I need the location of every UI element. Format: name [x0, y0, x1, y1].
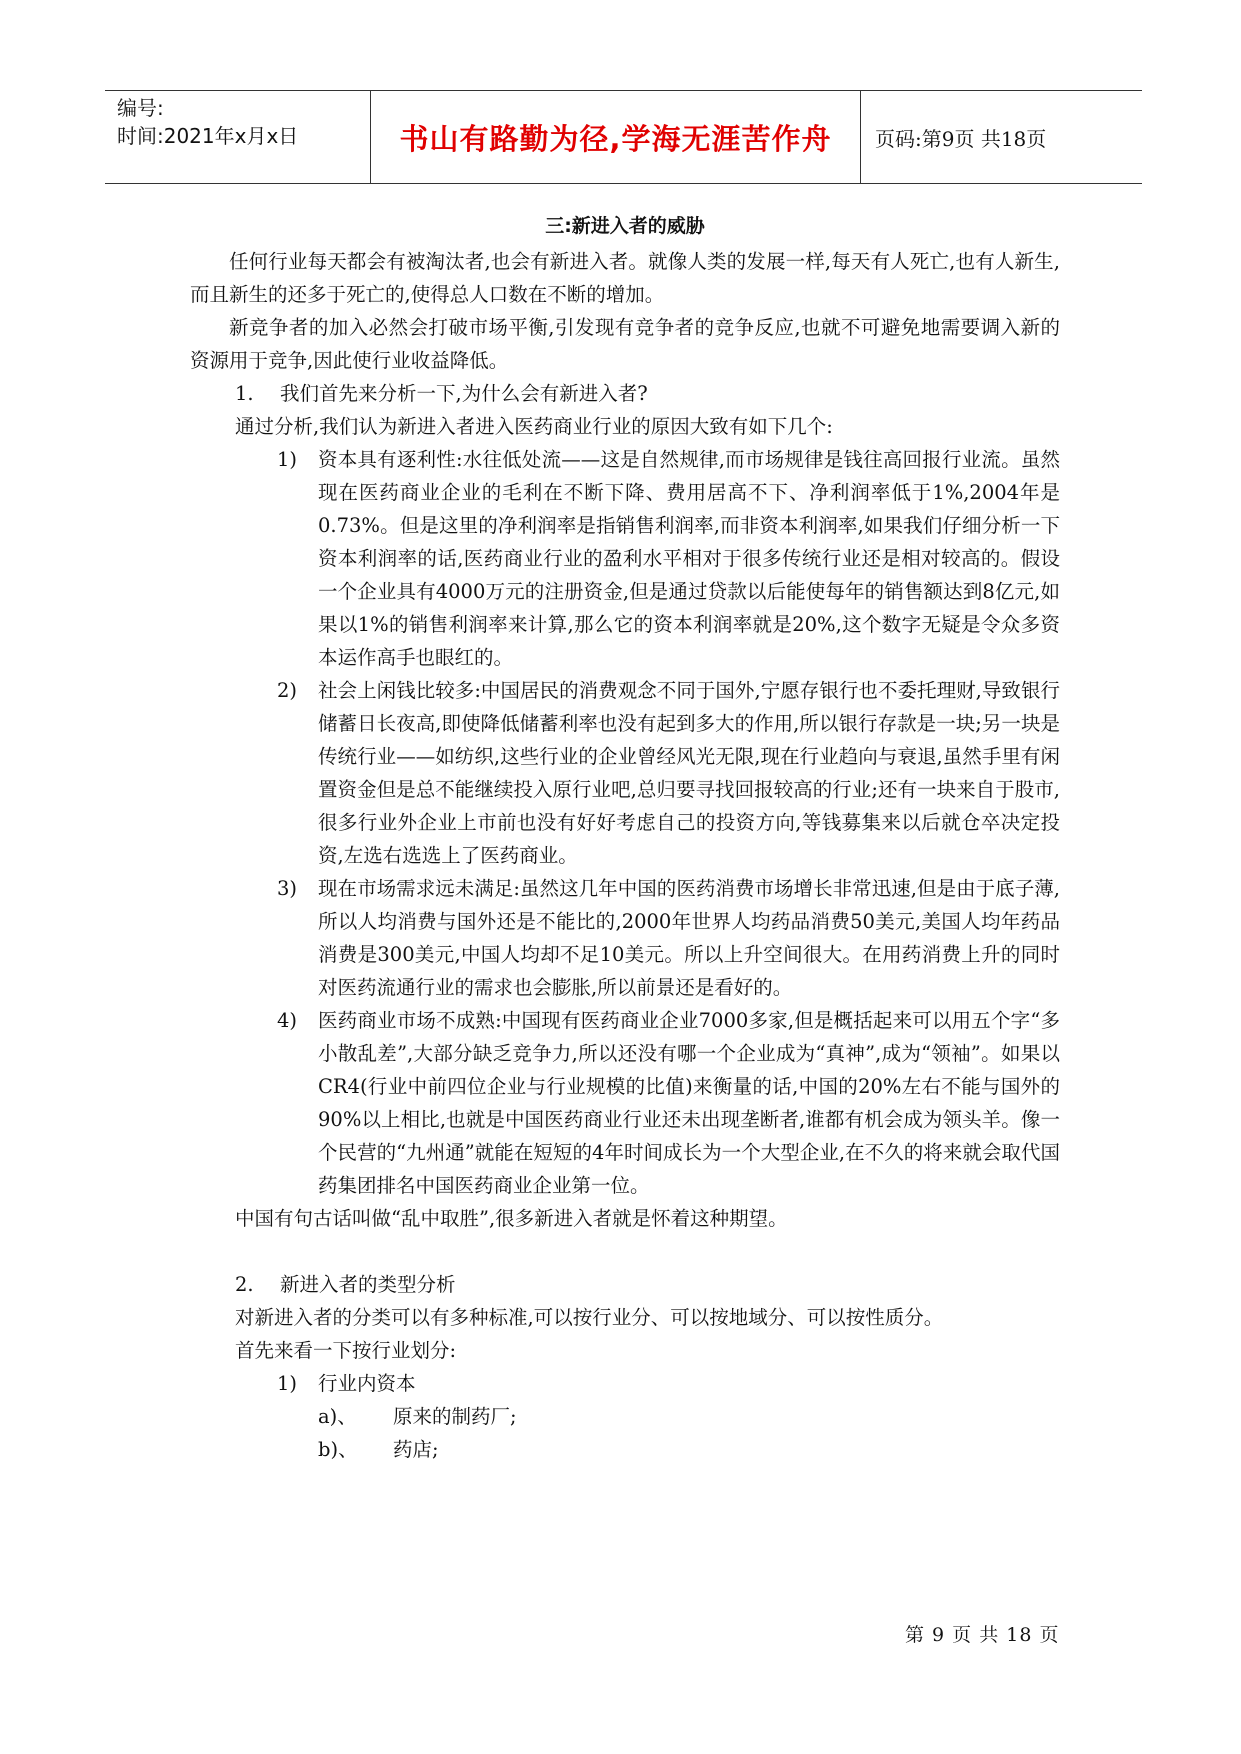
list-item	[190, 1004, 1060, 1202]
list-item-number: 1)	[277, 448, 298, 471]
list-item-number: 2)	[277, 679, 298, 702]
time-label: 时间:2021年x月x日	[117, 124, 299, 148]
paragraph: 首先来看一下按行业划分:	[235, 1339, 457, 1362]
list-item-text: 现在市场需求远未满足:虽然这几年中国的医药消费市场增长非常迅速,但是由于底子薄,所以人均消费与国外还是不能比的,2000年世界人均药品消费50美元,美国人均年药品消费是300美元,中国人均却不足10美元。所以上升空间很大。在用药消费上升的同时对医药流通行业的需求也会膨胀,所以前景还是看好的。	[318, 877, 1060, 999]
page-header	[105, 90, 1142, 184]
section-title: 三:新进入者的威胁	[545, 215, 705, 237]
paragraph: 新竞争者的加入必然会打破市场平衡,引发现有竞争者的竞争反应,也就不可避免地需要调入新的资源用于竞争,因此使行业收益降低。	[190, 316, 1060, 372]
sub-item-number: a)、	[318, 1405, 357, 1428]
sub-item-number: b)、	[318, 1438, 358, 1461]
list-item-number: 1)	[277, 1372, 298, 1395]
list-item-number: 3)	[277, 877, 298, 900]
paragraph: 通过分析,我们认为新进入者进入医药商业行业的原因大致有如下几个:	[235, 415, 833, 438]
paragraph: 对新进入者的分类可以有多种标准,可以按行业分、可以按地域分、可以按性质分。	[235, 1306, 944, 1329]
list-item-number: 4)	[277, 1009, 298, 1032]
list-item-text: 社会上闲钱比较多:中国居民的消费观念不同于国外,宁愿存银行也不委托理财,导致银行储蓄日长夜高,即使降低储蓄利率也没有起到多大的作用,所以银行存款是一块;另一块是传统行业——如纺织,这些行业的企业曾经风光无限,现在行业趋向与衰退,虽然手里有闲置资金但是总不能继续投入原行业吧,总归要寻找回报较高的行业;还有一块来自于股市,很多行业外企业上市前也没有好好考虑自己的投资方向,等钱募集来以后就仓卒决定投资,左选右选选上了医药商业。	[318, 679, 1060, 867]
list-item-text: 医药商业市场不成熟:中国现有医药商业企业7000多家,但是概括起来可以用五个字“多小散乱差”,大部分缺乏竞争力,所以还没有哪一个企业成为“真神”,成为“领袖”。如果以CR4(行业中前四位企业与行业规模的比值)来衡量的话,中国的20%左右不能与国外的90%以上相比,也就是中国医药商业行业还未出现垄断者,谁都有机会成为领头羊。像一个民营的“九州通”就能在短短的4年时间成长为一个大型企业,在不久的将来就会取代国药集团排名中国医药商业企业第一位。	[318, 1009, 1060, 1197]
question-text: 我们首先来分析一下,为什么会有新进入者?	[280, 382, 648, 405]
list-item-text: 资本具有逐利性:水往低处流——这是自然规律,而市场规律是钱往高回报行业流。虽然现在医药商业企业的毛利在不断下降、费用居高不下、净利润率低于1%,2004年是0.73%。但是这里的净利润率是指销售利润率,而非资本利润率,如果我们仔细分析一下资本利润率的话,医药商业行业的盈利水平相对于很多传统行业还是相对较高的。假设一个企业具有4000万元的注册资金,但是通过贷款以后能使每年的销售额达到8亿元,如果以1%的销售利润率来计算,那么它的资本利润率就是20%,这个数字无疑是令众多资本运作高手也眼红的。	[318, 448, 1060, 669]
question-text: 新进入者的类型分析	[280, 1273, 456, 1296]
list-item-text: 行业内资本	[318, 1372, 416, 1395]
paragraph: 任何行业每天都会有被淘汰者,也会有新进入者。就像人类的发展一样,每天有人死亡,也有人新生,而且新生的还多于死亡的,使得总人口数在不断的增加。	[190, 250, 1060, 306]
sub-list-item	[190, 1433, 1060, 1466]
question-number: 1.	[235, 382, 254, 405]
list-item	[190, 674, 1060, 872]
paragraph: 中国有句古话叫做“乱中取胜”,很多新进入者就是怀着这种期望。	[235, 1207, 788, 1230]
header-motto: 书山有路勤为径,学海无涯苦作舟	[399, 121, 832, 156]
number-label: 编号:	[117, 96, 164, 120]
list-item	[190, 443, 1060, 674]
header-meta	[117, 91, 367, 183]
header-divider	[860, 91, 861, 183]
question-number: 2.	[235, 1273, 254, 1296]
page-footer: 第 9 页 共 18 页	[905, 1624, 1060, 1646]
document-body	[190, 210, 1060, 1466]
sub-item-text: 药店;	[393, 1438, 439, 1461]
list-item	[190, 872, 1060, 1004]
sub-item-text: 原来的制药厂;	[393, 1405, 517, 1428]
header-page-label: 页码:第9页 共18页	[875, 126, 1047, 151]
question-heading	[190, 1268, 1060, 1301]
question-heading	[190, 377, 1060, 410]
list-item	[190, 1367, 1060, 1400]
spacer	[190, 1235, 1060, 1268]
sub-list-item	[190, 1400, 1060, 1433]
